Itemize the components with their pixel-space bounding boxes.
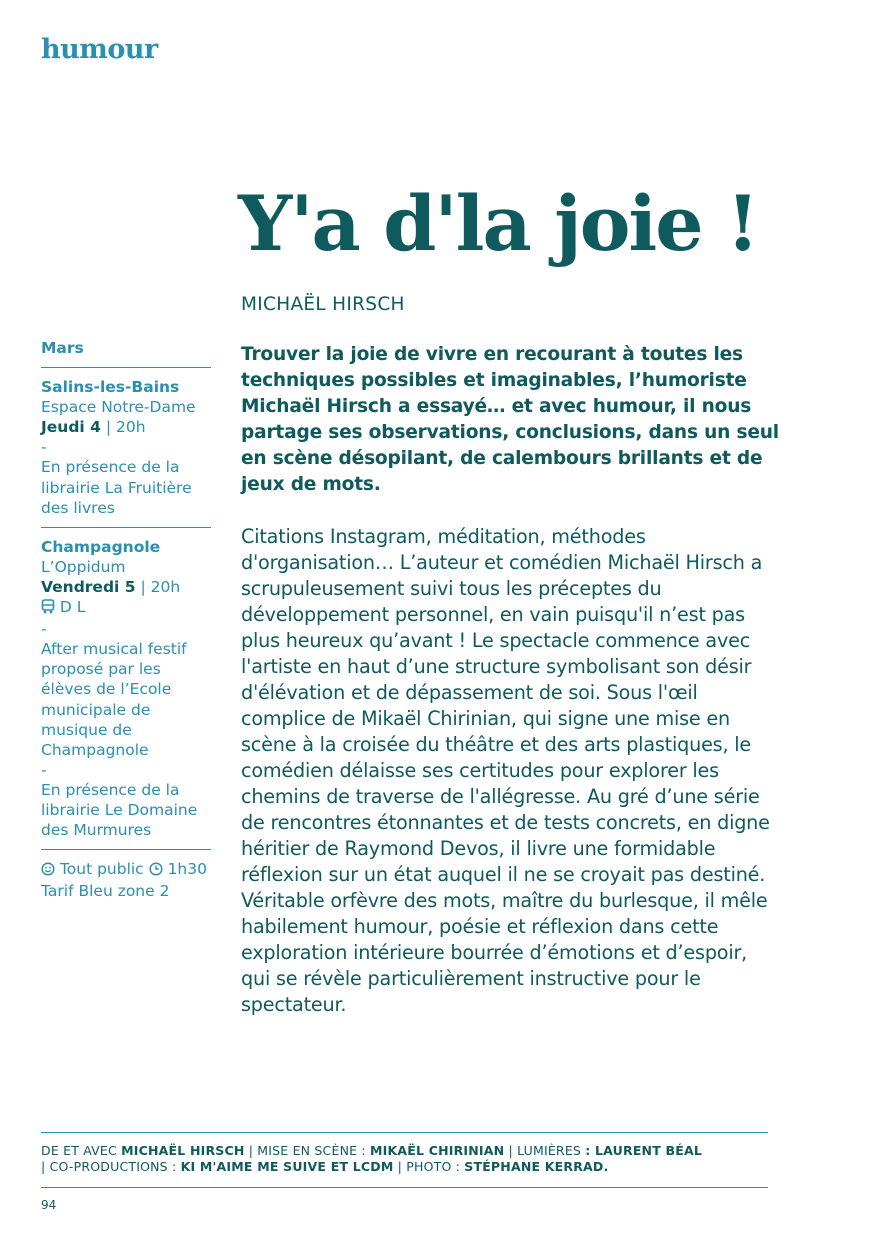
separator: - [41, 760, 47, 779]
venue-day: Jeudi 4 [41, 418, 101, 437]
page-number: 94 [41, 1198, 57, 1212]
credit-value: KI M'AIME ME SUIVE ET LCDM [180, 1159, 394, 1174]
venue-city: Champagnole [41, 537, 161, 556]
clock-icon [149, 861, 163, 881]
venue-city: Salins-les-Bains [41, 378, 180, 397]
venue-note: After musical festif proposé par les élèves de l’Ecole municipale de musique de Champagnole [41, 640, 187, 759]
show-title: Y'a d'la joie ! [238, 179, 758, 268]
bus-icon [41, 599, 55, 619]
credit-label: | CO-PRODUCTIONS : [41, 1159, 181, 1174]
venue-note: En présence de la librairie Le Domaine des Murmures [41, 780, 198, 840]
credit-label: | LUMIÈRES [504, 1143, 586, 1158]
bus-lines: D L [55, 598, 86, 617]
venue-note: En présence de la librairie La Fruitière des livres [41, 458, 192, 517]
credits-block [41, 1132, 768, 1188]
audience-duration [41, 859, 211, 881]
credit-value: STÉPHANE KERRAD. [464, 1159, 609, 1174]
credit-label: | PHOTO : [393, 1159, 465, 1174]
category-heading: humour [41, 34, 158, 65]
venue-champagnole [41, 528, 211, 849]
smiley-icon [41, 861, 55, 881]
separator: - [41, 620, 47, 639]
separator: - [41, 438, 47, 457]
credit-label: | MISE EN SCÈNE : [244, 1143, 370, 1158]
intro-paragraph: Trouver la joie de vivre en recourant à toutes les techniques possibles et imaginables, l’humoriste Michaël Hirsch a essayé… et avec humour, il nous partage ses observations, conclusions, dans un seul en scène désopilant, de calembours brillants et de jeux de mots. [241, 344, 779, 495]
venue-place: L’Oppidum [41, 557, 126, 576]
duration-label: 1h30 [162, 860, 207, 879]
show-info [41, 850, 211, 901]
schedule-sidebar [41, 338, 211, 901]
venue-salins [41, 368, 211, 527]
credit-value: : LAURENT BÉAL [585, 1143, 702, 1158]
venue-datetime [41, 417, 211, 437]
venue-time: | 20h [135, 577, 181, 596]
accessibility-line [41, 597, 211, 619]
tariff-label: Tarif Bleu zone 2 [41, 882, 170, 901]
credit-value: MIKAËL CHIRINIAN [369, 1143, 505, 1158]
venue-day: Vendredi 5 [41, 577, 136, 596]
audience-label: Tout public [55, 860, 149, 879]
month-label: Mars [41, 339, 84, 357]
venue-datetime [41, 577, 211, 597]
show-author: MICHAËL HIRSCH [241, 294, 405, 315]
credit-value: MICHAËL HIRSCH [121, 1143, 245, 1158]
credit-label: DE ET AVEC [41, 1143, 122, 1158]
venue-place: Espace Notre-Dame [41, 398, 196, 417]
venue-time: | 20h [100, 418, 146, 437]
body-paragraph: Citations Instagram, méditation, méthodes d'organisation… L’auteur et comédien Michaël Hirsch a scrupuleusement suivi tous les préceptes du développement personnel, en vain puisqu'il n’est pas plus heureux qu’avant ! Le spectacle commence avec l'artiste en haut d’une structure symbolisant son désir d'élévation et de dépassement de soi. Sous l'œil complice de Mikaël Chirinian, qui signe une mise en scène à la croisée du théâtre et des arts plastiques, le comédien délaisse ses certitudes pour explorer les chemins de traverse de l'allégresse. Au gré d’une série de rencontres étonnantes et de tests concrets, en digne héritier de Raymond Devos, il livre une formidable réflexion sur un état auquel il ne se croyait pas destiné. Véritable orfèvre des mots, maître du burlesque, il mêle habilement humour, poésie et réflexion dans cette exploration intérieure bourrée d’émotions et d’espoir, qui se révèle particulièrement instructive pour le spectateur. [241, 525, 770, 1016]
